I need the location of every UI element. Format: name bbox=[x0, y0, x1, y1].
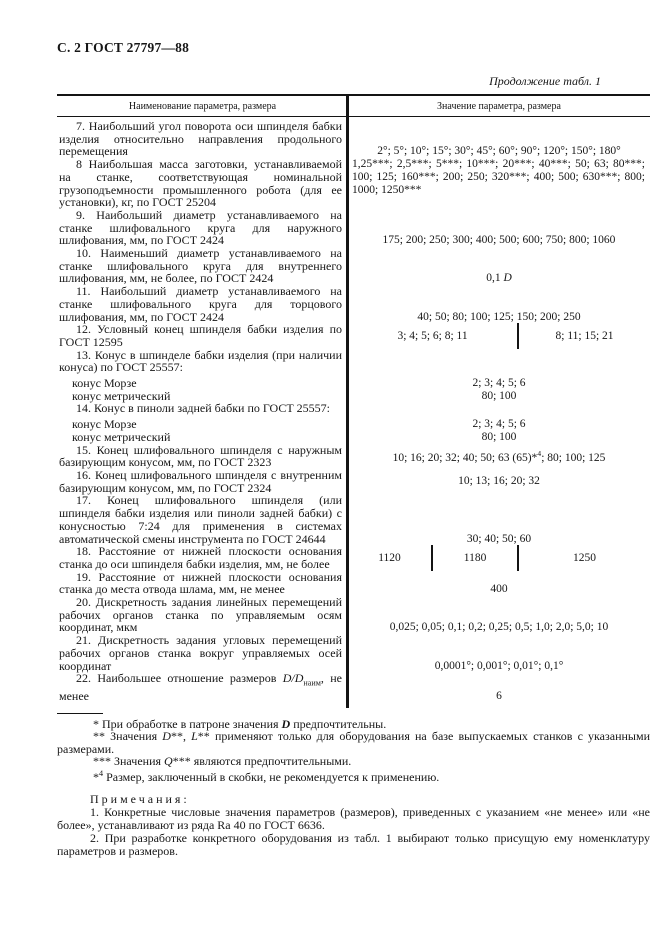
parameter-name: 20. Дискретность задания линейных перемещений рабочих органов станка по управляемым осям координат, мкм bbox=[59, 595, 342, 635]
parameter-name: 13. Конус в шпинделе бабки изделия (при наличии конуса) по ГОСТ 25557: bbox=[59, 347, 342, 375]
footnote: *$^4$ Размер, заключенный в скобки, не рекомендуется к применению. bbox=[93, 768, 440, 784]
parameter-name: 7. Наибольший угол поворота оси шпинделя бабки изделия относительно направления продольного перемещения bbox=[59, 119, 342, 159]
note-item: 1. Конкретные числовые значения параметров (размеров), приведенных с указанием «не менее» или «не более», устанавливают из ряда Ra 40 по ГОСТ 6636. bbox=[57, 805, 650, 832]
table-row bbox=[57, 285, 650, 323]
footnote: * При обработке в патроне значения D предпочтительны. bbox=[93, 717, 387, 732]
parameter-value-area bbox=[348, 545, 650, 570]
table-row bbox=[57, 469, 650, 494]
parameter-name: 22. Наибольшее отношение размеров $D/D_{наим}$, не менее bbox=[59, 671, 342, 704]
parameter-value-area bbox=[348, 158, 650, 209]
table-continuation-label: Продолжение табл. 1 bbox=[489, 74, 601, 88]
table-row bbox=[57, 349, 650, 403]
parameter-sub-row bbox=[57, 377, 650, 390]
parameter-value-area bbox=[348, 634, 650, 672]
parameter-name: 9. Наибольший диаметр устанавливаемого на станке шлифовального круга для наружного шлифования, мм, по ГОСТ 2424 bbox=[59, 207, 342, 248]
table-row bbox=[57, 571, 650, 596]
table-row bbox=[57, 444, 650, 469]
parameter-value-area bbox=[348, 571, 650, 596]
column-divider bbox=[346, 96, 349, 708]
parameter-value: 175; 200; 250; 300; 400; 500; 600; 750; 800; 1060 bbox=[382, 234, 616, 247]
parameter-value-area bbox=[348, 494, 650, 545]
parameter-name: 18. Расстояние от нижней плоскости основания станка до оси шпинделя бабки изделия, мм, не более bbox=[59, 544, 342, 571]
parameter-value: 1,25***; 2,5***; 5***; 10***; 20***; 40***; 50; 63; 80***; 100; 125; 160***; 200; 250; 320***; 400; 500; 630***; 800; 1000; 1250*** bbox=[352, 158, 645, 196]
table-row bbox=[57, 247, 650, 285]
table-row bbox=[57, 596, 650, 634]
parameter-sub-value: 80; 100 bbox=[481, 430, 517, 443]
parameter-value-area bbox=[348, 596, 650, 634]
footnote: *** Значения Q*** являются предпочтительными. bbox=[93, 754, 352, 769]
page-header: С. 2 ГОСТ 27797—88 bbox=[57, 40, 190, 55]
parameter-value-area bbox=[348, 672, 650, 703]
notes-section bbox=[57, 793, 650, 857]
parameter-name: 14. Конус в пиноли задней бабки по ГОСТ 25557: bbox=[76, 401, 331, 416]
parameter-value: 0,0001°; 0,001°; 0,01°; 0,1° bbox=[434, 659, 564, 672]
parameter-sub-label: конус метрический bbox=[72, 429, 171, 444]
footnotes bbox=[57, 718, 650, 783]
table-body bbox=[57, 117, 650, 703]
table-header-row bbox=[57, 96, 650, 117]
table-row bbox=[57, 323, 650, 348]
parameter-sub-value: 80; 100 bbox=[481, 389, 517, 402]
parameter-name: 16. Конец шлифовального шпинделя с внутренним базирующим конусом, мм, по ГОСТ 2324 bbox=[59, 467, 342, 495]
parameter-name: 17. Конец шлифовального шпинделя (или шпинделя бабки изделия или пиноли задней бабки) с конусностью 7:24 для применения в системах автоматической смены инструмента по ГОСТ 24644 bbox=[59, 493, 342, 546]
table-row bbox=[57, 545, 650, 570]
parameter-value-area bbox=[348, 323, 650, 348]
parameter-sub-label: конус Морзе bbox=[72, 417, 137, 432]
notes-title: Примечания: bbox=[90, 792, 190, 807]
table-row bbox=[57, 494, 650, 545]
table-row bbox=[57, 120, 650, 158]
note-item: 2. При разработке конкретного оборудования из табл. 1 выбирают только присущую ему номенклатуру параметров и размеров. bbox=[57, 831, 650, 858]
parameter-value: 10; 13; 16; 20; 32 bbox=[458, 475, 540, 488]
parameter-sub-value: 2; 3; 4; 5; 6 bbox=[472, 377, 526, 390]
table-row bbox=[57, 672, 650, 703]
parameter-value: 0,1 D bbox=[486, 272, 512, 285]
parameter-value: 0,025; 0,05; 0,1; 0,2; 0,25; 0,5; 1,0; 2,0; 5,0; 10 bbox=[389, 621, 609, 634]
parameter-sub-label: конус Морзе bbox=[72, 376, 137, 391]
parameter-value-area bbox=[348, 469, 650, 494]
column-header-value: Значение параметра, размера bbox=[437, 101, 561, 112]
parameter-value-cell: 1250 bbox=[517, 545, 650, 570]
parameter-value: 400 bbox=[490, 583, 508, 596]
parameter-name: 21. Дискретность задания угловых перемещений рабочих органов станка вокруг управляемых осей координат bbox=[59, 633, 342, 673]
parameter-value-area bbox=[348, 285, 650, 323]
table-row bbox=[57, 402, 650, 443]
table-row bbox=[57, 634, 650, 672]
parameter-value-cell: 3; 4; 5; 6; 8; 11 bbox=[397, 329, 468, 342]
parameter-value-area bbox=[348, 444, 650, 469]
footnote-separator bbox=[57, 713, 103, 714]
parameter-name: 15. Конец шлифовального шпинделя с наружным базирующим конусом, мм, по ГОСТ 2323 bbox=[59, 442, 342, 470]
parameter-name: 10. Наименьший диаметр устанавливаемого на станке шлифовального круга для внутреннего шлифования, мм, не более, по ГОСТ 2424 bbox=[59, 246, 342, 286]
parameter-value-cell: 1180 bbox=[431, 545, 517, 570]
parameter-value: 40; 50; 80; 100; 125; 150; 200; 250 bbox=[417, 310, 581, 323]
parameter-sub-row bbox=[57, 418, 650, 431]
column-header-name: Наименование параметра, размера bbox=[128, 101, 277, 112]
parameter-value: 6 bbox=[496, 690, 502, 703]
parameters-table bbox=[57, 94, 650, 708]
parameter-value-area bbox=[348, 120, 650, 158]
parameter-name: 12. Условный конец шпинделя бабки изделия по ГОСТ 12595 bbox=[59, 322, 342, 349]
parameter-sub-value: 2; 3; 4; 5; 6 bbox=[472, 418, 526, 431]
table-row bbox=[57, 209, 650, 247]
parameter-name: 11. Наибольший диаметр устанавливаемого на станке шлифовального круга для торцового шлифования, мм, по ГОСТ 2424 bbox=[59, 284, 342, 324]
parameter-sub-row bbox=[57, 431, 650, 444]
parameter-value: 30; 40; 50; 60 bbox=[466, 532, 532, 545]
parameter-value-cell: 1120 bbox=[378, 551, 401, 564]
table-row bbox=[57, 158, 650, 209]
parameter-name: 8 Наибольшая масса заготовки, устанавливаемой на станке, соответствующая номинальной грузоподъемности промышленного робота (для ее установки), кг, по ГОСТ 25204 bbox=[59, 157, 342, 210]
parameter-value: 10; 16; 20; 32; 40; 50; 63 (65)*$^4$; 80; 100; 125 bbox=[392, 449, 606, 464]
parameter-value-area bbox=[348, 247, 650, 285]
parameter-value-area bbox=[348, 209, 650, 247]
footnote: ** Значения D**, L** применяют только для оборудования на базе выпускаемых станков с указанными размерами. bbox=[57, 729, 650, 756]
notes-list bbox=[57, 806, 650, 857]
parameter-value-cell: 8; 11; 15; 21 bbox=[517, 323, 650, 348]
parameter-sub-label: конус метрический bbox=[72, 388, 171, 403]
parameter-name: 19. Расстояние от нижней плоскости основания станка до места отвода шлама, мм, не менее bbox=[59, 569, 342, 597]
parameter-value: 2°; 5°; 10°; 15°; 30°; 45°; 60°; 90°; 120°; 150°; 180° bbox=[377, 145, 621, 158]
